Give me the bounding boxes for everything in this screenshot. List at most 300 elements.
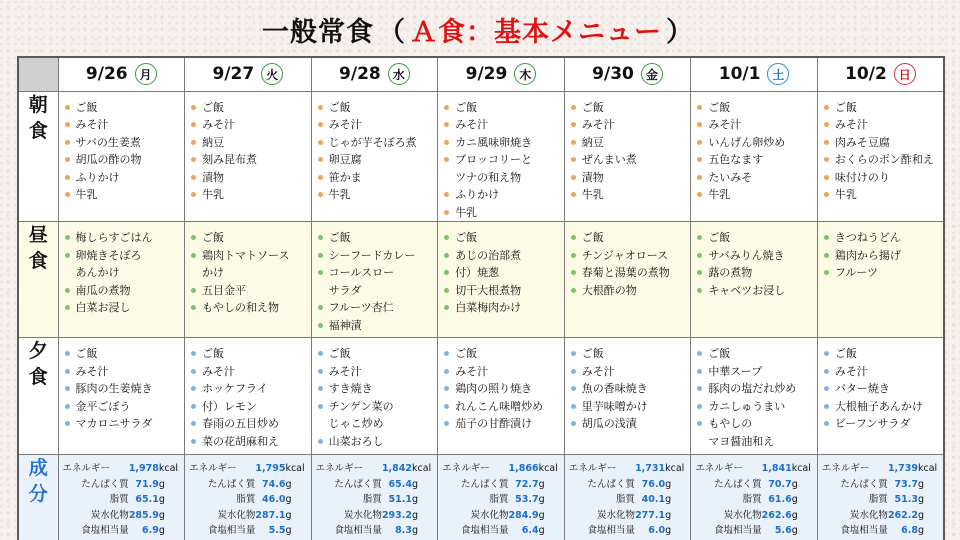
nutrient-unit: g [791, 494, 798, 505]
nutrient-label: 炭水化物 [343, 509, 382, 521]
page-title [0, 10, 960, 48]
title-accent: Ａ食：基本メニュー [410, 16, 662, 48]
menu-item: 茄子の甘酢漬け [443, 415, 564, 433]
dinner-item-list [438, 338, 564, 433]
menu-item: 牛乳 [570, 186, 691, 204]
menu-item: マカロニサラダ [64, 415, 185, 433]
menu-item: 牛乳 [64, 186, 185, 204]
day-header [691, 57, 818, 91]
nutrient-unit: g [665, 478, 672, 490]
menu-item: 梅しらすごはん [64, 229, 185, 247]
menu-item: 漬物 [570, 169, 691, 187]
menu-item: チンジャオロース [570, 247, 691, 265]
lunch-item-list [691, 222, 817, 299]
breakfast-item-list [818, 92, 943, 204]
nutrition-row [18, 455, 944, 540]
lunch-cell [817, 222, 944, 338]
nutrient-unit: g [285, 525, 292, 536]
menu-item: 大根酢の物 [570, 282, 691, 300]
nutrient-label: エネルギー [821, 463, 870, 474]
nutrition-table [691, 461, 817, 539]
nutrient-row [312, 461, 438, 477]
nutrient-row [438, 461, 564, 477]
nutrient-value: 6.8 [901, 525, 918, 536]
menu-item: 鶏肉の照り焼き [443, 380, 564, 398]
menu-item: ご飯 [696, 345, 817, 363]
menu-item: フルーツ [823, 264, 943, 282]
menu-item: いんげん卵炒め [696, 134, 817, 152]
nutrient-unit: kcal [412, 463, 432, 474]
menu-item: マヨ醤油和え [708, 434, 775, 448]
menu-item: ご飯 [823, 99, 943, 117]
menu-item: 菜の花胡麻和え [190, 433, 311, 451]
menu-item: 金平ごぼう [64, 398, 185, 416]
nutrient-unit: g [412, 478, 419, 490]
menu-item: サバみりん焼き [696, 247, 817, 265]
menu-item: 豚肉の生姜焼き [64, 380, 185, 398]
menu-item: 味付けのり [823, 169, 943, 187]
nutrient-label: エネルギー [442, 463, 490, 474]
nutrient-label: 炭水化物 [597, 509, 636, 521]
menu-item: サバの生姜煮 [64, 134, 185, 152]
nutrient-row [185, 477, 311, 493]
menu-item: ブロッコリーと [443, 151, 564, 169]
nutrient-unit: g [665, 509, 672, 521]
title-open-paren: （ [378, 16, 406, 48]
nutrition-table [185, 461, 311, 539]
nutrition-cell [185, 455, 312, 540]
nutrient-row [565, 461, 691, 477]
nutrient-value: 51.1 [388, 494, 412, 505]
lunch-item-list [312, 222, 438, 334]
nutrient-unit: kcal [285, 463, 305, 474]
title-main: 一般常食 [262, 16, 374, 48]
lunch-item-list [438, 222, 564, 317]
menu-item: ご飯 [443, 345, 564, 363]
menu-item: 里芋味噌かけ [570, 398, 691, 416]
menu-item: もやしの和え物 [190, 299, 311, 317]
menu-item: バター焼き [823, 380, 943, 398]
menu-item: シーフードカレー [317, 247, 438, 265]
menu-item: キャベツお浸し [696, 282, 817, 300]
breakfast-cell [817, 91, 944, 222]
nutrient-row [312, 523, 438, 539]
menu-item: 牛乳 [443, 204, 564, 222]
menu-item: 白菜お浸し [64, 299, 185, 317]
nutrient-row [691, 523, 817, 539]
nutrient-row [565, 508, 691, 524]
nutrient-unit: g [158, 525, 165, 536]
nutrient-row [691, 461, 817, 477]
menu-item: コールスロー [317, 264, 438, 282]
nutrient-unit: kcal [918, 463, 938, 474]
nutrient-value: 1,739 [887, 463, 918, 474]
nutrient-value: 1,842 [381, 463, 412, 474]
breakfast-row [18, 91, 944, 222]
nutrient-label: たんぱく質 [207, 478, 256, 490]
nutrition-cell [817, 455, 944, 540]
nutrition-cell [438, 455, 565, 540]
dinner-cell [817, 338, 944, 455]
lunch-item-list [59, 222, 185, 317]
title-close-paren: ） [666, 16, 694, 48]
day-date: 9/28 [339, 64, 381, 85]
menu-item: ふりかけ [443, 186, 564, 204]
day-header [311, 57, 438, 91]
nutrient-row [691, 492, 817, 508]
lunch-cell [311, 222, 438, 338]
breakfast-cell [311, 91, 438, 222]
weekday-badge: 木 [514, 63, 536, 85]
menu-item: 笹かま [317, 169, 438, 187]
nutrient-label: たんぱく質 [840, 478, 888, 490]
breakfast-item-list [59, 92, 185, 204]
menu-item: 胡瓜の酢の物 [64, 151, 185, 169]
nutrition-table [818, 461, 943, 539]
menu-item: ご飯 [190, 229, 311, 247]
nutrient-unit: g [665, 525, 672, 536]
menu-item: チンゲン菜の [317, 398, 438, 416]
day-header [58, 57, 185, 91]
menu-item: ご飯 [64, 345, 185, 363]
nutrient-row [691, 508, 817, 524]
menu-item: みそ汁 [570, 363, 691, 381]
nutrient-unit: g [538, 478, 545, 490]
nutrient-row [59, 461, 185, 477]
menu-item: 中華スープ [696, 363, 817, 381]
menu-item: ご飯 [317, 99, 438, 117]
nutrient-label: エネルギー [695, 463, 743, 474]
lunch-cell [438, 222, 565, 338]
nutrient-unit: g [285, 478, 292, 490]
nutrient-label: 食塩相当量 [460, 525, 509, 536]
nutrient-label: 脂質 [362, 494, 382, 505]
lunch-cell [691, 222, 818, 338]
menu-item: ホッケフライ [190, 380, 311, 398]
breakfast-item-list [185, 92, 311, 204]
nutrient-value: 61.6 [768, 494, 792, 505]
nutrition-cell [58, 455, 185, 540]
nutrient-unit: g [412, 509, 419, 521]
dinner-cell [58, 338, 185, 455]
breakfast-cell [691, 91, 818, 222]
menu-item: 納豆 [570, 134, 691, 152]
menu-item: みそ汁 [823, 363, 943, 381]
breakfast-item-list [312, 92, 438, 204]
breakfast-cell [564, 91, 691, 222]
nutrient-unit: g [791, 509, 798, 521]
nutrition-table [59, 461, 185, 539]
nutrient-label: たんぱく質 [334, 478, 382, 490]
menu-item: たいみそ [696, 169, 817, 187]
nutrient-label: たんぱく質 [460, 478, 509, 490]
menu-item: かけ [202, 266, 225, 279]
nutrient-unit: g [665, 494, 672, 505]
corner-cell [18, 57, 58, 91]
nutrient-row [59, 477, 185, 493]
nutrient-row [818, 523, 943, 539]
weekday-badge: 土 [767, 63, 789, 85]
menu-item: 牛乳 [190, 186, 311, 204]
dinner-label: 夕 食 [18, 338, 58, 455]
nutrient-unit: g [791, 525, 798, 536]
day-date: 9/29 [465, 64, 508, 85]
menu-item: 蕗の煮物 [696, 264, 817, 282]
nutrient-row [185, 523, 311, 539]
dinner-cell [564, 338, 691, 455]
nutrient-value: 1,731 [635, 463, 666, 474]
breakfast-label: 朝 食 [18, 91, 58, 222]
breakfast-cell [185, 91, 312, 222]
breakfast-cell [438, 91, 565, 222]
menu-item: ご飯 [696, 99, 817, 117]
menu-item: ご飯 [443, 99, 564, 117]
nutrient-value: 262.6 [761, 509, 792, 521]
menu-item: ご飯 [190, 345, 311, 363]
dinner-cell [311, 338, 438, 455]
menu-item: みそ汁 [570, 116, 691, 134]
menu-item: 魚の香味焼き [570, 380, 691, 398]
nutrient-value: 74.6 [261, 478, 286, 490]
nutrient-row [565, 477, 691, 493]
nutrition-cell [564, 455, 691, 540]
menu-item: 納豆 [190, 134, 311, 152]
nutrient-label: 食塩相当量 [334, 525, 382, 536]
nutrient-label: 食塩相当量 [587, 525, 636, 536]
nutrient-unit: g [412, 494, 419, 505]
day-header [185, 57, 312, 91]
weekday-badge: 水 [388, 63, 410, 85]
day-header [817, 57, 944, 91]
day-date: 10/1 [718, 64, 761, 85]
menu-item: ご飯 [190, 99, 311, 117]
nutrition-table [438, 461, 564, 539]
nutrient-row [818, 492, 943, 508]
nutrient-value: 8.3 [395, 525, 412, 536]
nutrient-row [185, 508, 311, 524]
menu-item: 春雨の五目炒め [190, 415, 311, 433]
nutrient-unit: g [285, 509, 292, 521]
menu-item: 漬物 [190, 169, 311, 187]
nutrition-table [312, 461, 438, 539]
menu-item: 牛乳 [823, 186, 943, 204]
nutrient-label: 脂質 [868, 494, 888, 505]
menu-item: 五目金平 [190, 282, 311, 300]
menu-item: みそ汁 [64, 363, 185, 381]
nutrient-row [312, 477, 438, 493]
menu-item: みそ汁 [443, 363, 564, 381]
weekday-badge: 月 [135, 63, 157, 85]
day-date: 9/27 [212, 64, 255, 85]
menu-item: もやしの [696, 415, 817, 433]
nutrition-table [565, 461, 691, 539]
menu-item: ビーフンサラダ [823, 415, 943, 433]
menu-item: 大根柚子あんかけ [823, 398, 943, 416]
dinner-cell [691, 338, 818, 455]
menu-item: じゃこ炒め [328, 417, 384, 430]
menu-item: ご飯 [823, 345, 943, 363]
nutrient-value: 262.2 [887, 509, 918, 521]
menu-item: ご飯 [317, 345, 438, 363]
nutrient-row [438, 523, 564, 539]
menu-item: 鶏肉トマトソース [190, 247, 311, 265]
nutrient-value: 284.9 [508, 509, 539, 521]
menu-item: みそ汁 [823, 116, 943, 134]
menu-item: じゃが芋そぼろ煮 [317, 134, 438, 152]
menu-item: カニしゅうまい [696, 398, 817, 416]
nutrient-label: 炭水化物 [470, 509, 509, 521]
nutrient-label: 食塩相当量 [207, 525, 256, 536]
nutrient-unit: g [412, 525, 419, 536]
nutrient-value: 1,841 [761, 463, 792, 474]
nutrient-row [59, 492, 185, 508]
nutrition-cell [311, 455, 438, 540]
menu-item: みそ汁 [317, 116, 438, 134]
nutrient-label: エネルギー [315, 463, 364, 474]
dinner-cell [185, 338, 312, 455]
nutrient-row [818, 461, 943, 477]
menu-item: 切干大根煮物 [443, 282, 564, 300]
menu-item: ご飯 [570, 229, 691, 247]
menu-item: みそ汁 [190, 363, 311, 381]
lunch-item-list [565, 222, 691, 299]
nutrient-label: 食塩相当量 [840, 525, 888, 536]
nutrient-row [185, 492, 311, 508]
nutrition-label: 成 分 [18, 455, 58, 540]
nutrient-unit: g [158, 478, 165, 490]
nutrient-value: 1,866 [508, 463, 539, 474]
menu-item: ツナの和え物 [455, 170, 522, 184]
nutrient-row [59, 508, 185, 524]
nutrient-unit: g [158, 494, 165, 505]
nutrient-row [185, 461, 311, 477]
menu-item: 南瓜の煮物 [64, 282, 185, 300]
nutrient-label: 食塩相当量 [81, 525, 129, 536]
nutrient-unit: g [791, 478, 798, 490]
nutrient-label: 脂質 [109, 494, 129, 505]
menu-item: 刻み昆布煮 [190, 151, 311, 169]
nutrient-unit: g [918, 494, 925, 505]
nutrient-row [818, 477, 943, 493]
menu-item: みそ汁 [317, 363, 438, 381]
menu-item: 胡瓜の浅漬 [570, 415, 691, 433]
menu-item: フルーツ杏仁 [317, 299, 438, 317]
nutrient-value: 5.5 [268, 525, 286, 536]
nutrient-value: 53.7 [515, 494, 539, 505]
day-date: 9/26 [85, 64, 128, 85]
nutrient-value: 73.7 [894, 478, 918, 490]
lunch-item-list [818, 222, 943, 282]
lunch-row [18, 222, 944, 338]
dinner-item-list [565, 338, 691, 433]
menu-item: みそ汁 [696, 116, 817, 134]
menu-item: ご飯 [64, 99, 185, 117]
menu-item: ぜんまい煮 [570, 151, 691, 169]
lunch-label: 昼 食 [18, 222, 58, 338]
day-header [438, 57, 565, 91]
nutrient-value: 285.9 [128, 509, 159, 521]
nutrient-value: 1,795 [255, 463, 286, 474]
nutrient-value: 70.7 [768, 478, 792, 490]
nutrient-value: 76.0 [641, 478, 666, 490]
nutrient-value: 71.9 [135, 478, 159, 490]
dinner-item-list [59, 338, 185, 433]
nutrient-value: 5.6 [774, 525, 792, 536]
nutrient-unit: g [285, 494, 292, 505]
menu-item: すき焼き [317, 380, 438, 398]
nutrient-label: たんぱく質 [587, 478, 636, 490]
menu-item: 白菜梅肉かけ [443, 299, 564, 317]
nutrient-row [691, 477, 817, 493]
lunch-cell [185, 222, 312, 338]
menu-item: 卵豆腐 [317, 151, 438, 169]
nutrient-label: 炭水化物 [90, 509, 129, 521]
nutrient-label: 炭水化物 [723, 509, 762, 521]
nutrient-unit: g [918, 525, 925, 536]
menu-item: 牛乳 [317, 186, 438, 204]
nutrient-row [565, 523, 691, 539]
menu-item: みそ汁 [190, 116, 311, 134]
nutrient-value: 46.0 [261, 494, 286, 505]
lunch-item-list [185, 222, 311, 317]
day-header [564, 57, 691, 91]
day-date: 9/30 [592, 64, 634, 85]
nutrient-row [312, 508, 438, 524]
dinner-item-list [185, 338, 311, 450]
nutrient-label: 脂質 [489, 494, 509, 505]
nutrient-unit: g [918, 478, 925, 490]
menu-item: ご飯 [570, 345, 691, 363]
nutrient-value: 1,978 [128, 463, 159, 474]
nutrient-value: 6.0 [648, 525, 666, 536]
nutrient-value: 6.9 [142, 525, 159, 536]
nutrient-row [59, 523, 185, 539]
menu-item: 付）レモン [190, 398, 311, 416]
nutrient-unit: g [538, 509, 545, 521]
breakfast-cell [58, 91, 185, 222]
menu-item: ご飯 [570, 99, 691, 117]
weekday-badge: 日 [894, 63, 916, 85]
menu-item: 福神漬 [317, 317, 438, 335]
menu-item: 牛乳 [696, 186, 817, 204]
menu-item: 卵焼きそぼろ [64, 247, 185, 265]
nutrient-label: たんぱく質 [81, 478, 129, 490]
nutrient-value: 40.1 [641, 494, 666, 505]
menu-item: ふりかけ [64, 169, 185, 187]
dinner-item-list [691, 338, 817, 450]
lunch-cell [58, 222, 185, 338]
nutrient-unit: g [538, 525, 545, 536]
menu-item: れんこん味噌炒め [443, 398, 564, 416]
nutrient-label: 脂質 [236, 494, 256, 505]
nutrient-unit: g [918, 509, 925, 521]
nutrient-value: 65.4 [388, 478, 412, 490]
menu-item: ご飯 [317, 229, 438, 247]
nutrient-row [438, 477, 564, 493]
menu-item: サラダ [328, 283, 362, 297]
nutrient-unit: kcal [791, 463, 811, 474]
nutrient-unit: kcal [158, 463, 179, 474]
menu-item: おくらのポン酢和え [823, 151, 943, 169]
menu-item: 鶏肉から揚げ [823, 247, 943, 265]
breakfast-item-list [565, 92, 691, 204]
lunch-cell [564, 222, 691, 338]
breakfast-item-list [438, 92, 564, 222]
nutrient-value: 287.1 [255, 509, 286, 521]
nutrient-row [565, 492, 691, 508]
nutrient-label: エネルギー [189, 463, 237, 474]
nutrient-unit: g [538, 494, 545, 505]
